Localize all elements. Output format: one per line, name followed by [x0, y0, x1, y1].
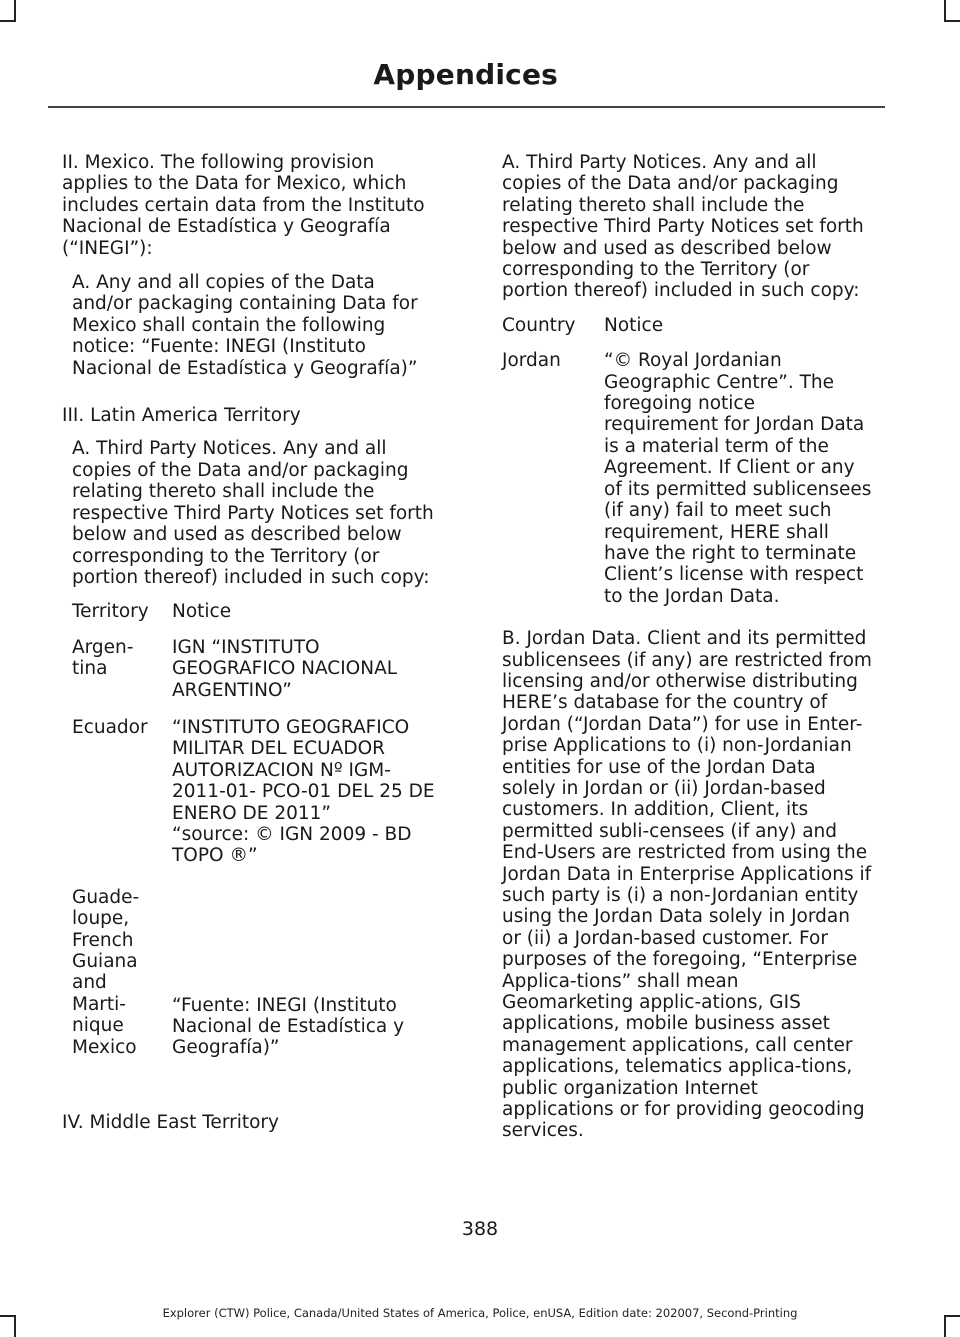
notice-cell [172, 717, 440, 887]
crop-mark [944, 0, 946, 22]
notice-cell: “Fuente: INEGI (Instituto Nacional de Estadística y Geografía)” [172, 994, 405, 1059]
notice-cell: “© Royal Jordanian Geographic Centre”. The foregoing notice requirement for Jordan Data is a material term of the Agreement. If Client or any of its permitted sublicensees (if any) fail to meet such requirement, HERE shall have the right to terminate Client’s license with respect to the Jordan Data. [604, 350, 872, 607]
table-header-country: Country [502, 314, 576, 336]
table-header-territory: Territory [72, 601, 149, 623]
table-row [502, 350, 872, 615]
latam-heading: III. Latin America Territory [62, 405, 301, 427]
territory-cell: Mexico [72, 1036, 137, 1058]
table-row [72, 637, 440, 717]
middle-east-notice-table [502, 315, 872, 615]
latam-notice-table [72, 601, 440, 1115]
crop-mark [944, 20, 960, 22]
page-title: Appendices [373, 58, 558, 91]
mexico-intro: II. Mexico. The following provision applies to the Data for Mexico, which includes certain data from the Instituto Nacional de Estadística y Geografía (“INEGI”): [62, 152, 425, 259]
table-row [72, 1037, 440, 1115]
country-cell: Jordan [502, 350, 561, 372]
table-header-notice: Notice [604, 314, 664, 336]
territory-cell: Ecuador [72, 716, 148, 738]
table-header-notice: Notice [172, 601, 232, 623]
territory-cell: Guade- loupe, French Guiana and Marti- nique [72, 886, 140, 1037]
mexico-clause-a: A. Any and all copies of the Data and/or packaging containing Data for Mexico shall contain the following notice: “Fuente: INEGI (Instituto Nacional de Estadística y Geografía)” [72, 272, 418, 379]
page-number: 388 [461, 1218, 499, 1240]
latam-clause-a: A. Third Party Notices. Any and all copies of the Data and/or packaging relating thereto shall include the respective Third Party Notices set forth below and used as described below corresponding to the Territory (or portion thereof) included in such copy: [72, 438, 434, 588]
footer-text: Explorer (CTW) Police, Canada/United States of America, Police, enUSA, Edition date: 202007, Second-Printing [162, 1306, 798, 1320]
jordan-clause-b: B. Jordan Data. Client and its permitted sublicensees (if any) are restricted from licensing and/or otherwise distributing HERE’s database for the country of Jordan (“Jordan Data”) for use in Enter-prise Applications to (i) non-Jordanian entities for use of the Jordan Data solely in Jordan or (ii) Jordan-based customers. In addition, Client, its permitted subli-censees (if any) and End-Users are restricted from using the Jordan Data in Enterprise Applications if such party is (i) a non-Jordanian entity using the Jordan Data solely in Jordan or (ii) a Jordan-based customer. For purposes of the foregoing, “Enterprise Applica-tions” shall mean Geomarketing applic-ations, GIS applications, mobile business asset management applications, call center applications, telematics applica-tions, public organization Internet applications or for providing geocoding services. [502, 628, 872, 1142]
table-header-row [502, 315, 872, 350]
header-divider [48, 106, 885, 108]
left-column [62, 152, 440, 1146]
territory-cell: Argen- tina [72, 636, 134, 680]
table-header-row [72, 601, 440, 636]
notice-text: “INSTITUTO GEOGRAFICO MILITAR DEL ECUADOR AUTORIZACION Nº IGM-2011-01- PCO-01 DEL 25 DE ENERO DE 2011” [172, 716, 435, 824]
notice-cell: IGN “INSTITUTO GEOGRAFICO NACIONAL ARGENTINO” [172, 636, 398, 701]
right-column [502, 152, 872, 1155]
notice-text-secondary: “source: © IGN 2009 - BD TOPO ®” [172, 823, 412, 867]
crop-mark [0, 20, 16, 22]
middle-east-heading: IV. Middle East Territory [62, 1111, 279, 1133]
table-row [72, 717, 440, 887]
crop-mark [14, 0, 16, 22]
middle-east-clause-a: A. Third Party Notices. Any and all copies of the Data and/or packaging relating thereto shall include the respective Third Party Notices set forth below and used as described below corresponding to the Territory (or portion thereof) included in such copy: [502, 152, 864, 302]
